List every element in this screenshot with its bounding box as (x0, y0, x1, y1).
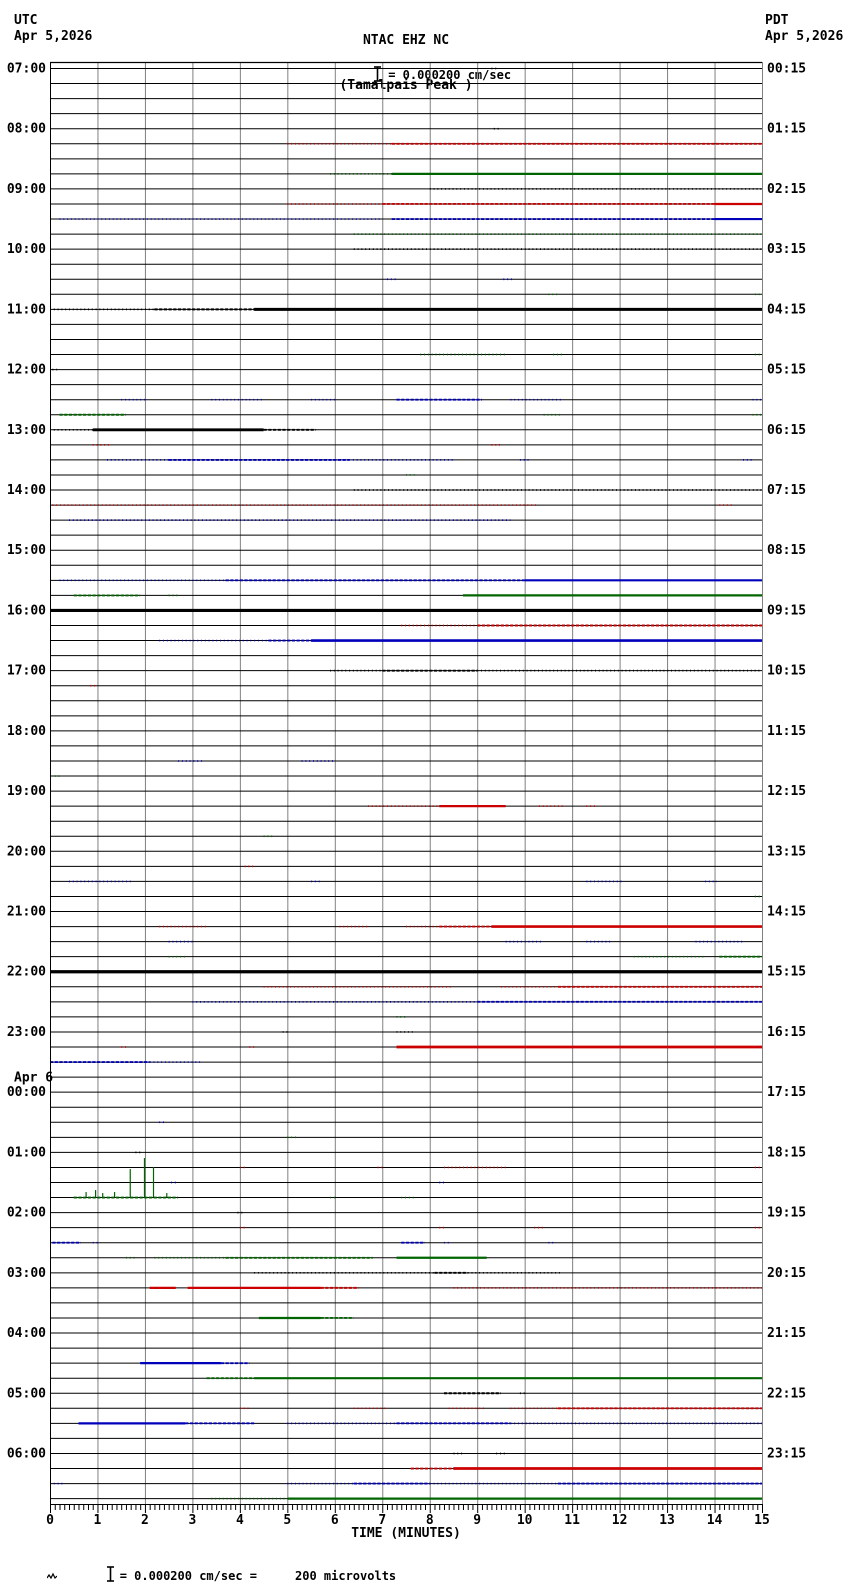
svg-text:7: 7 (378, 1513, 387, 1528)
svg-text:21:15: 21:15 (767, 1326, 807, 1342)
svg-text:16:00: 16:00 (6, 603, 46, 619)
svg-text:19:00: 19:00 (6, 784, 46, 800)
scale-text: = 0.000200 cm/sec (388, 68, 512, 82)
svg-text:12: 12 (611, 1513, 628, 1528)
svg-text:20:00: 20:00 (6, 844, 46, 860)
svg-text:17:00: 17:00 (6, 663, 46, 679)
svg-text:14:15: 14:15 (767, 904, 807, 920)
svg-text:17:15: 17:15 (767, 1085, 807, 1101)
svg-text:15:15: 15:15 (767, 964, 807, 980)
svg-text:05:00: 05:00 (6, 1386, 46, 1402)
svg-text:13: 13 (659, 1513, 675, 1528)
svg-text:11:00: 11:00 (6, 302, 46, 318)
svg-text:14:00: 14:00 (6, 483, 46, 499)
svg-text:07:00: 07:00 (6, 61, 46, 77)
svg-text:03:15: 03:15 (767, 242, 807, 258)
svg-text:02:15: 02:15 (767, 181, 807, 197)
svg-text:6: 6 (330, 1513, 339, 1528)
svg-text:0: 0 (46, 1513, 54, 1528)
left-date: Apr 5,2026 (14, 29, 93, 44)
svg-text:12:00: 12:00 (6, 362, 46, 378)
svg-text:15:00: 15:00 (6, 543, 46, 559)
svg-text:06:00: 06:00 (6, 1446, 46, 1462)
svg-text:19:15: 19:15 (767, 1205, 807, 1221)
svg-text:16:15: 16:15 (767, 1024, 807, 1040)
svg-text:09:00: 09:00 (6, 181, 46, 197)
svg-text:5: 5 (283, 1513, 292, 1528)
svg-text:20:15: 20:15 (767, 1265, 807, 1281)
svg-text:10:15: 10:15 (767, 663, 807, 679)
svg-text:13:15: 13:15 (767, 844, 807, 860)
svg-text:22:00: 22:00 (6, 964, 46, 980)
svg-text:22:15: 22:15 (767, 1386, 807, 1402)
svg-text:09:15: 09:15 (767, 603, 807, 619)
svg-text:12:15: 12:15 (767, 784, 807, 800)
svg-text:3: 3 (188, 1513, 197, 1528)
svg-text:07:15: 07:15 (767, 483, 807, 499)
footnote-value-text: 200 microvolts (295, 1568, 397, 1583)
x-axis-label: TIME (MINUTES) (351, 1526, 461, 1541)
svg-text:08:15: 08:15 (767, 543, 807, 559)
svg-text:21:00: 21:00 (6, 904, 46, 920)
wiggle-icon (4, 1555, 57, 1584)
left-timezone: UTC (14, 13, 38, 28)
scale-footnote (4, 1552, 396, 1584)
svg-text:10: 10 (516, 1513, 533, 1528)
svg-text:04:15: 04:15 (767, 302, 807, 318)
station-location: (Tamalpais Peak ) (339, 78, 473, 93)
right-timezone: PDT (765, 13, 789, 28)
svg-text:00:15: 00:15 (767, 61, 807, 77)
svg-text:4: 4 (235, 1513, 244, 1528)
svg-text:14: 14 (706, 1513, 723, 1528)
footnote-scale-text: = 0.000200 cm/sec = (119, 1568, 257, 1583)
svg-text:1: 1 (93, 1513, 102, 1528)
svg-text:05:15: 05:15 (767, 362, 807, 378)
svg-text:04:00: 04:00 (6, 1326, 46, 1342)
svg-text:01:00: 01:00 (6, 1145, 46, 1161)
svg-text:8: 8 (425, 1513, 434, 1528)
svg-text:23:15: 23:15 (767, 1446, 807, 1462)
svg-text:02:00: 02:00 (6, 1205, 46, 1221)
svg-text:23:00: 23:00 (6, 1024, 46, 1040)
svg-text:03:00: 03:00 (6, 1265, 46, 1281)
svg-text:9: 9 (473, 1513, 482, 1528)
svg-text:00:00: 00:00 (6, 1085, 46, 1101)
scale-bar-icon (62, 1552, 114, 1584)
svg-text:01:15: 01:15 (767, 121, 807, 137)
svg-text:13:00: 13:00 (6, 422, 46, 438)
svg-text:08:00: 08:00 (6, 121, 46, 137)
svg-text:06:15: 06:15 (767, 422, 807, 438)
right-date: Apr 5,2026 (765, 29, 844, 44)
svg-text:18:15: 18:15 (767, 1145, 807, 1161)
svg-text:Apr 6: Apr 6 (14, 1070, 54, 1086)
svg-text:18:00: 18:00 (6, 723, 46, 739)
svg-text:15: 15 (754, 1513, 770, 1528)
svg-text:11:15: 11:15 (767, 723, 807, 739)
station-code: NTAC EHZ NC (362, 33, 450, 48)
svg-text:2: 2 (141, 1513, 149, 1528)
svg-text:10:00: 10:00 (6, 242, 46, 258)
svg-text:11: 11 (564, 1513, 580, 1528)
